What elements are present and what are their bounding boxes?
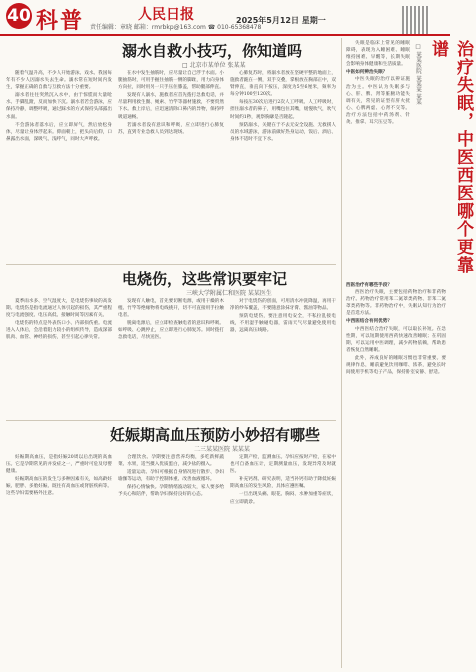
paragraph: 一旦出现头痛、眼花、胸闷、水肿加重等症状，应立即就诊。 [230, 492, 336, 505]
paragraph: 中西医结合治疗失眠，可以取长补短。在急性期，可以短期使用西药快速改善睡眠；在巩固期，可以运用中医调理，减少药物依赖，帮助患者恢复自然睡眠。 [346, 326, 446, 353]
paragraph: 电烧伤的特点是外表伤口小、内部损伤重。电流进入人体后，会沿着阻力较小的组织传导，造成深部肌肉、血管、神经的损伤，甚至引起心律失常。 [6, 321, 112, 341]
article-electric-col2 [118, 298, 224, 416]
paragraph: 在水中发生抽筋时，应尽量让自己浮于水面。小腿抽筋时，可用手握住抽筋一侧的脚趾，用力向身体方向拉，同时用另一只手压住膝盖，帮助腿部伸直。 [118, 71, 224, 91]
column-divider [341, 38, 342, 668]
divider [6, 420, 336, 421]
article-drowning-title: 溺水自救小技巧，你知道吗 [122, 42, 303, 60]
section-title: 科普 [36, 8, 85, 34]
paragraph: 西医治疗失眠，主要包括药物治疗和非药物治疗。药物治疗常用苯二氮䓬类药物、非苯二氮䓬类药物等。非药物治疗中，失眠认知行为治疗是首选方法。 [346, 290, 446, 317]
paragraph: 预防溺水，关键在于不去无安全设施、无救援人员的水域游泳，游泳前做好热身运动，饭后、酒后、身体不适时不宜下水。 [230, 122, 336, 142]
paragraph: 此外，养成良好的睡眠习惯也非常重要。要规律作息，睡前避免饮用咖啡、浓茶，避免长时间使用手机等电子产品，保持卧室安静、舒适。 [346, 355, 446, 376]
paragraph: 补充钙剂。研究表明，适当补钙有助于降低妊娠期高血压的发生风险，具体应遵医嘱。 [230, 477, 336, 490]
paragraph: 妊娠期高血压，是指妊娠20周以后出现的高血压。它是孕期常见的并发症之一，严重时可危及母婴健康。 [6, 455, 112, 475]
article-tcm-col-bottom [346, 282, 446, 668]
article-tcm-title: 治疗失眠，中医西医哪个更靠谱 [428, 40, 473, 274]
paragraph: 发现有人触电，首先要切断电源，或用干燥的木棍、竹竿等绝缘物将电线挑开，切不可直接用手拉触电者。 [118, 299, 224, 319]
divider [6, 264, 336, 265]
paragraph: 定期产检，监测血压。孕妇应按时产检，在家中也可自备血压计，定期测量血压，发现异常及时就医。 [230, 455, 336, 475]
paragraph: 随着气温升高，不少人开始游泳、戏水。我国每年有不少人因溺水失去生命。溺水常在短时间内发生，掌握正确的自救与互救方法十分重要。 [6, 71, 112, 91]
issue-date: 2025年5月12日 星期一 [236, 16, 326, 25]
article-tcm-byline: □ 某某医院 某某某 某某 [415, 44, 421, 105]
paragraph: 发现有人溺水，施救者应首先拨打急救电话，并尽量利用救生圈、绳索、竹竿等器材施救，不要贸然下水。救上岸后，应迅速清除口鼻内的异物，保持呼吸道通畅。 [118, 93, 224, 120]
paragraph: 妊娠期高血压的发生与多种因素有关，如高龄妊娠、肥胖、多胎妊娠、既往有高血压或肾脏疾病等。这些孕妇需要格外注意。 [6, 477, 112, 497]
article-electric-col3 [230, 298, 336, 416]
paragraph: 若溺水者没有意识和呼吸，应立即进行心肺复苏，直到专业急救人员到达现场。 [118, 122, 224, 135]
paragraph: 不会游泳者落水后，应立即屏气，然后放松身体，尽量让身体浮起来。仰面朝上，把头向后仰，口鼻露出水面，深吸气、浅呼气，同时大声呼救。 [6, 122, 112, 142]
subheading: 西医治疗有哪些手段？ [346, 283, 392, 288]
subheading: 中医如何辨治失眠？ [346, 70, 388, 76]
paragraph: 中医失眠的治疗以辨证施治为主。中医认为失眠多与心、肝、脾、肾等脏腑功能失调有关，常见的证型有肝火扰心、心脾两虚、心肾不交等。治疗方法包括中药汤剂、针灸、推拿、耳穴压豆等。 [346, 77, 410, 126]
paragraph: 心肺复苏时，将溺水者放在坚硬平整的地面上，施救者跪在一侧，双手交叠，掌根放在胸部正中，双臂伸直，垂直向下按压，深度为5至6厘米，频率为每分钟100至120次。 [230, 71, 336, 98]
article-pregnancy-title: 妊娠期高血压预防小妙招有哪些 [110, 426, 321, 444]
paragraph: 溺水者往往突然沉入水中，由于惊慌而大量呛水、手脚乱蹬，反而加快下沉。溺水者若会游泳，应保持冷静，调整呼吸，通过踩水的方式保持头部露出水面。 [6, 93, 112, 120]
masthead [0, 0, 450, 36]
subheading: 中西医结合有何优势？ [346, 319, 392, 325]
article-pregnancy-byline: 二三某某医院 某某某 [194, 446, 250, 453]
article-drowning-col1 [6, 70, 112, 260]
paragraph: 预防电烧伤，要注意用电安全，不私拉乱接电线，不用湿手触碰电器，雷雨天气尽量避免使用电器，远离高压线路。 [230, 314, 336, 334]
paragraph: 适量运动。孕妇可根据自身情况进行散步、孕妇瑜伽等运动，有助于控制体重、改善血液循环。 [118, 470, 224, 483]
paragraph: 合理饮食。孕期要注意营养均衡，多吃新鲜蔬菜、水果，适当摄入优质蛋白，减少盐的摄入。 [118, 455, 224, 468]
paragraph: 脱离电源后，应立即检查触电者的意识和呼吸。如呼吸、心跳停止，应立即进行心肺复苏。同时拨打急救电话，尽快送医。 [118, 321, 224, 341]
qr-code-icon [402, 6, 430, 34]
paragraph: 保持心情愉快。孕期情绪波动较大，家人要多给予关心和陪伴，帮助孕妇保持良好的心态。 [118, 485, 224, 498]
paragraph: 每按压30次后进行2次人工呼吸。人工呼吸时，捏住溺水者的鼻子，用嘴包住其嘴，缓慢吹气，吹气时间约1秒，观察胸廓是否隆起。 [230, 100, 336, 120]
article-pregnancy-col1 [6, 454, 112, 668]
newspaper-logo: 人民日报 [138, 7, 194, 23]
article-electric-col1 [6, 298, 112, 416]
article-tcm-col-top [346, 40, 410, 276]
article-electric-title: 电烧伤，这些常识要牢记 [122, 270, 288, 288]
paragraph: 失眠是临床上常见的睡眠障碍，表现为入睡困难、睡眠维持困难、早醒等，长期失眠会影响身体健康和生活质量。 [346, 41, 410, 68]
article-drowning-col2 [118, 70, 224, 260]
article-drowning-col3 [230, 70, 336, 260]
page-number: 40 [6, 3, 32, 29]
article-pregnancy-col3 [230, 454, 336, 668]
article-electric-byline: 三峡大学附属仁和医院 某某医生 [186, 290, 272, 297]
paragraph: 夏季雨水多、空气湿度大，是电烧伤事故的高发期。电烧伤是指电流通过人体引起的损伤，其严重程度与电流强度、电压高低、接触时间等因素有关。 [6, 299, 112, 319]
article-drowning-byline: □ 北京市某单位 张某某 [182, 62, 246, 69]
paragraph: 对于电烧伤的创面，可用清水冲洗降温，再用干净的纱布覆盖，不要随意涂抹牙膏、酱油等物品。 [230, 299, 336, 312]
article-pregnancy-col2 [118, 454, 224, 668]
editor-contact: 责任编辑：章晓 邮箱：rmrbkp@163.com ☎ 010-65368478 [90, 24, 262, 31]
